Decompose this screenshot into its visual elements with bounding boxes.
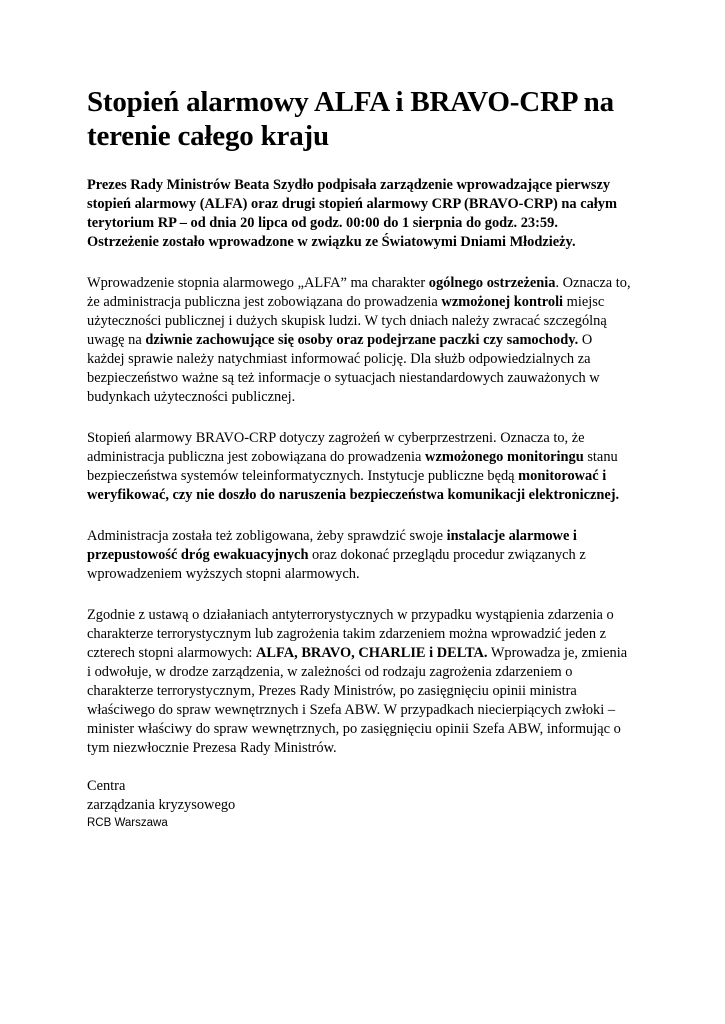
body-paragraph: [87, 274, 633, 407]
paragraph-text: O każdej sprawie należy natychmiast informować policję. Dla służb odpowiedzialnych za bezpieczeństwo ważne są też informacje o sytuacjach niestandardowych zauważonych w budynkach użyteczności publicznej.: [87, 332, 600, 405]
emphasis-text: monitorować i weryfikować, czy nie doszło do naruszenia bezpieczeństwa komunikacji elektronicznej.: [87, 468, 620, 503]
paragraph-text: Wprowadzenie stopnia alarmowego „ALFA” ma charakter: [87, 275, 429, 291]
paragraph-text: . Oznacza to, że administracja publiczna jest zobowiązana do prowadzenia: [87, 275, 631, 310]
emphasis-text: ALFA, BRAVO, CHARLIE i DELTA.: [256, 645, 488, 661]
emphasis-text: instalacje alarmowe i przepustowość dróg ewakuacyjnych: [87, 528, 577, 563]
body-paragraphs: [87, 274, 633, 758]
body-paragraph: [87, 527, 633, 584]
paragraph-text: oraz dokonać przeglądu procedur związanych z wprowadzeniem wyższych stopni alarmowych.: [87, 547, 586, 582]
lead-paragraph: Prezes Rady Ministrów Beata Szydło podpisała zarządzenie wprowadzające pierwszy stopień alarmowy (ALFA) oraz drugi stopień alarmowy CRP (BRAVO-CRP) na całym terytorium RP – od dnia 20 lipca od godz. 00:00 do 1 sierpnia do godz. 23:59. Ostrzeżenie zostało wprowadzone w związku ze Światowymi Dniami Młodzieży.: [87, 177, 617, 250]
document-page: [87, 85, 633, 831]
signature-line-2: zarządzania kryzysowego: [87, 797, 236, 813]
emphasis-text: wzmożonej kontroli: [441, 294, 564, 310]
paragraph-text: miejsc użyteczności publicznej i dużych skupisk ludzi. W tych dniach należy zwracać szczególną uwagę na: [87, 294, 607, 348]
body-paragraph: [87, 606, 633, 758]
signature-line-1: Centra: [87, 778, 126, 794]
emphasis-text: ogólnego ostrzeżenia: [428, 275, 556, 291]
emphasis-text: dziwnie zachowujące się osoby oraz podejrzane paczki czy samochody.: [145, 332, 579, 348]
paragraph-text: stanu bezpieczeństwa systemów teleinformatycznych. Instytucje publiczne będą: [87, 449, 618, 484]
paragraph-text: Stopień alarmowy BRAVO-CRP dotyczy zagrożeń w cyberprzestrzeni. Oznacza to, że administracja publiczna jest zobowiązana do prowadzenia: [87, 430, 585, 465]
page-title: Stopień alarmowy ALFA i BRAVO-CRP na terenie całego kraju: [87, 86, 614, 152]
paragraph-text: Administracja została też zobligowana, żeby sprawdzić swoje: [87, 528, 447, 544]
signature-line-3: RCB Warszawa: [87, 817, 168, 829]
signature-block: [87, 777, 633, 831]
paragraph-text: Wprowadza je, zmienia i odwołuje, w drodze zarządzenia, w zależności od rodzaju zagrożenia zdarzeniem o charakterze terrorystycznym, Prezes Rady Ministrów, po zasięgnięciu opinii ministra właściwego do spraw wewnętrznych i Szefa ABW. W przypadkach niecierpiących zwłoki – minister właściwy do spraw wewnętrznych, po zasięgnięciu opinii Szefa ABW, informując o tym niezwłocznie Prezesa Rady Ministrów.: [87, 645, 628, 756]
paragraph-text: Zgodnie z ustawą o działaniach antyterrorystycznych w przypadku wystąpienia zdarzenia o charakterze terrorystycznym lub zagrożenia takim zdarzeniem można wprowadzić jeden z czterech stopni alarmowych:: [87, 607, 614, 661]
emphasis-text: wzmożonego monitoringu: [425, 449, 584, 465]
body-paragraph: [87, 429, 633, 505]
